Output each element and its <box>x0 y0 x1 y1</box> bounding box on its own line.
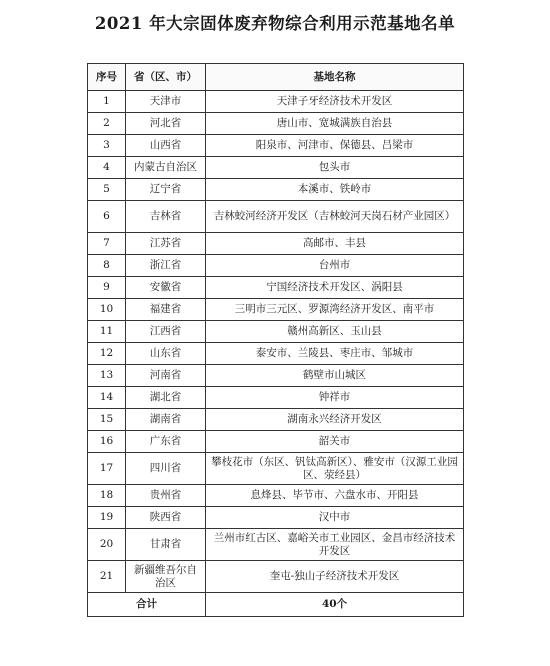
row-province: 安徽省 <box>126 277 206 299</box>
row-base-name: 兰州市红古区、嘉峪关市工业园区、金昌市经济技术开发区 <box>206 529 464 561</box>
header-base-name: 基地名称 <box>206 64 464 91</box>
row-index: 10 <box>88 299 126 321</box>
row-index: 13 <box>88 365 126 387</box>
total-label: 合计 <box>88 593 206 617</box>
table-row <box>88 507 464 529</box>
row-base-name: 湖南永兴经济开发区 <box>206 409 464 431</box>
table-header-row <box>88 64 464 91</box>
row-base-name: 息烽县、毕节市、六盘水市、开阳县 <box>206 485 464 507</box>
row-index: 8 <box>88 255 126 277</box>
row-base-name: 攀枝花市（东区、钒钛高新区）、雅安市（汉源工业园区、荥经县） <box>206 453 464 485</box>
row-province: 甘肃省 <box>126 529 206 561</box>
table-row <box>88 179 464 201</box>
row-base-name: 三明市三元区、罗源湾经济开发区、南平市 <box>206 299 464 321</box>
row-province: 浙江省 <box>126 255 206 277</box>
table-row <box>88 157 464 179</box>
table-row <box>88 321 464 343</box>
row-province: 河北省 <box>126 113 206 135</box>
table-row <box>88 343 464 365</box>
header-province: 省（区、市） <box>126 64 206 91</box>
table-row <box>88 453 464 485</box>
row-index: 14 <box>88 387 126 409</box>
row-province: 吉林省 <box>126 201 206 233</box>
row-province: 四川省 <box>126 453 206 485</box>
row-base-name: 本溪市、铁岭市 <box>206 179 464 201</box>
row-index: 18 <box>88 485 126 507</box>
row-index: 1 <box>88 91 126 113</box>
table-row <box>88 299 464 321</box>
base-list-table <box>87 63 464 617</box>
row-province: 江西省 <box>126 321 206 343</box>
row-province: 山东省 <box>126 343 206 365</box>
row-index: 9 <box>88 277 126 299</box>
table-row <box>88 485 464 507</box>
row-base-name: 吉林蛟河经济开发区（吉林蛟河天岗石材产业园区） <box>206 201 464 233</box>
row-index: 15 <box>88 409 126 431</box>
row-province: 辽宁省 <box>126 179 206 201</box>
row-province: 江苏省 <box>126 233 206 255</box>
header-index: 序号 <box>88 64 126 91</box>
table-row <box>88 91 464 113</box>
row-index: 2 <box>88 113 126 135</box>
row-base-name: 汉中市 <box>206 507 464 529</box>
table-row <box>88 201 464 233</box>
row-province: 内蒙古自治区 <box>126 157 206 179</box>
row-province: 贵州省 <box>126 485 206 507</box>
row-index: 20 <box>88 529 126 561</box>
row-base-name: 天津子牙经济技术开发区 <box>206 91 464 113</box>
row-province: 福建省 <box>126 299 206 321</box>
row-province: 广东省 <box>126 431 206 453</box>
row-index: 12 <box>88 343 126 365</box>
table-row <box>88 529 464 561</box>
row-index: 3 <box>88 135 126 157</box>
row-base-name: 钟祥市 <box>206 387 464 409</box>
row-index: 17 <box>88 453 126 485</box>
row-base-name: 唐山市、宽城满族自治县 <box>206 113 464 135</box>
row-base-name: 赣州高新区、玉山县 <box>206 321 464 343</box>
row-index: 6 <box>88 201 126 233</box>
table-row <box>88 365 464 387</box>
row-index: 5 <box>88 179 126 201</box>
table-row <box>88 561 464 593</box>
row-index: 16 <box>88 431 126 453</box>
row-province: 河南省 <box>126 365 206 387</box>
row-base-name: 奎屯-独山子经济技术开发区 <box>206 561 464 593</box>
row-province: 新疆维吾尔自治区 <box>126 561 206 593</box>
table-row <box>88 113 464 135</box>
row-index: 11 <box>88 321 126 343</box>
table-row <box>88 277 464 299</box>
table-row <box>88 255 464 277</box>
document-title: 2021 年大宗固体废弃物综合利用示范基地名单 <box>94 14 456 33</box>
row-province: 湖北省 <box>126 387 206 409</box>
table-row <box>88 431 464 453</box>
table-row <box>88 233 464 255</box>
table-row <box>88 135 464 157</box>
total-value: 40个 <box>206 593 464 617</box>
row-province: 陕西省 <box>126 507 206 529</box>
row-base-name: 宁国经济技术开发区、涡阳县 <box>206 277 464 299</box>
row-base-name: 鹤壁市山城区 <box>206 365 464 387</box>
row-base-name: 韶关市 <box>206 431 464 453</box>
table-total-row <box>88 593 464 617</box>
row-province: 山西省 <box>126 135 206 157</box>
row-province: 湖南省 <box>126 409 206 431</box>
row-index: 4 <box>88 157 126 179</box>
row-index: 19 <box>88 507 126 529</box>
row-base-name: 阳泉市、河津市、保德县、吕梁市 <box>206 135 464 157</box>
table-row <box>88 387 464 409</box>
row-index: 7 <box>88 233 126 255</box>
row-index: 21 <box>88 561 126 593</box>
row-base-name: 泰安市、兰陵县、枣庄市、邹城市 <box>206 343 464 365</box>
row-base-name: 台州市 <box>206 255 464 277</box>
table-row <box>88 409 464 431</box>
row-province: 天津市 <box>126 91 206 113</box>
row-base-name: 高邮市、丰县 <box>206 233 464 255</box>
row-base-name: 包头市 <box>206 157 464 179</box>
